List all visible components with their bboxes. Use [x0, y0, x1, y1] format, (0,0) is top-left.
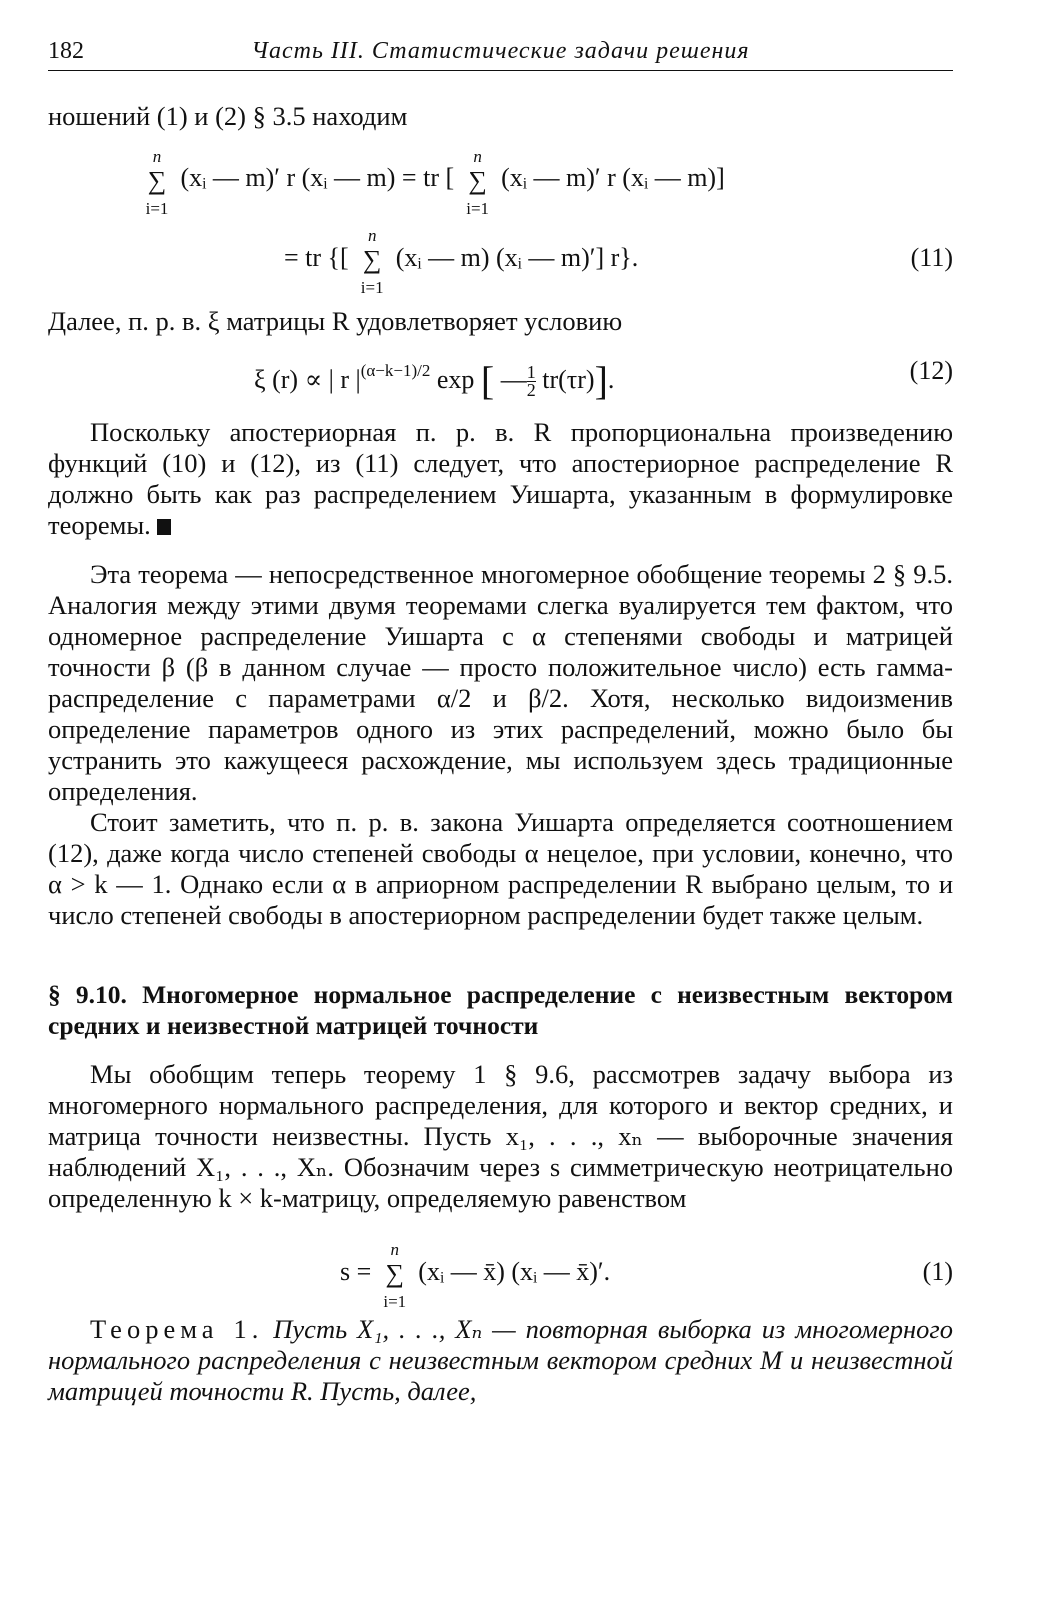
equation-11-line2: = tr {[ n ∑ i=1 (xᵢ — m) (xᵢ — m)′] r}. (11): [284, 226, 953, 298]
fraction-one-half: $\frac{1}{2}$: [526, 362, 536, 401]
equation-number: (11): [910, 242, 953, 272]
sum-symbol: n ∑ i=1: [383, 1240, 407, 1312]
equation-number: (12): [909, 355, 953, 385]
paragraph-intro: ношений (1) и (2) § 3.5 находим: [48, 101, 408, 131]
sum-symbol: n ∑ i=1: [360, 226, 384, 298]
book-page: [48, 36, 953, 1407]
running-header: [48, 36, 953, 71]
page-number: 182: [48, 38, 84, 64]
paragraph-remark: Эта теорема — непосредственное многомерное обобщение теоремы 2 § 9.5. Аналогия между этими двумя теоремами слегка вуалируется тем фактом, что одномерное распределение Уишарта с α степенями свободы и матрицей точности β (β в данном случае — просто положительное число) есть гамма-распределение с параметрами α/2 и β/2. Хотя, несколько видоизменив определение параметров одного из этих распределений, можно было бы устранить это кажущееся расхождение, мы используем здесь традиционные определения.: [48, 558, 953, 806]
equation-11-line1: n ∑ i=1 (xᵢ — m)′ r (xᵢ — m) = tr [ n ∑ i=1 (xᵢ — m)′ r (xᵢ — m)]: [140, 162, 953, 196]
paragraph-next: Далее, п. р. в. ξ матрицы R удовлетворяет условию: [48, 305, 623, 336]
sum-symbol: n ∑ i=1: [145, 146, 169, 218]
paragraph-note: Стоит заметить, что п. р. в. закона Уишарта определяется соотношением (12), даже когда число степеней свободы α нецелое, при условии, конечно, что α > k — 1. Однако если α в априорном распределении R выбрано целым, то и число степеней свободы в апостериорном распределении будет также целым.: [48, 806, 953, 930]
end-of-proof-icon: [157, 519, 171, 535]
theorem-label: Теорема 1.: [90, 1313, 264, 1344]
section-heading: § 9.10. Многомерное нормальное распределение с неизвестным вектором средних и неизвестной матрицей точности: [48, 979, 953, 1040]
paragraph-section-intro: Мы обобщим теперь теорему 1 § 9.6, рассмотрев задачу выбора из многомерного нормального распределения, для которого и вектор средних, и матрица точности неизвестны. Пусть x₁, . . ., xₙ — выборочные значения наблюдений X₁, . . ., Xₙ. Обозначим через s симметрическую неотрицательно определенную k × k-матрицу, определяемую равенством: [48, 1058, 953, 1213]
theorem-statement: Теорема 1. Пусть X₁, . . ., Xₙ — повторная выборка из многомерного нормального распределения с неизвестным вектором средних M и неизвестной матрицей точности R. Пусть, далее,: [48, 1313, 954, 1406]
paragraph-proof-end: Поскольку апостериорная п. р. в. R пропорциональна произведению функций (10) и (12), из (11) следует, что апостериорное распределение R должно быть как раз распределением Уишарта, указанным в формулировке теоремы.: [48, 416, 953, 540]
running-title: Часть III. Статистические задачи решения: [251, 38, 750, 64]
equation-number: (1): [922, 1256, 953, 1286]
equation-1: s = n ∑ i=1 (xᵢ — x̄) (xᵢ — x̄)′. (1): [340, 1240, 953, 1312]
sum-symbol: n ∑ i=1: [466, 146, 490, 218]
equation-12: ξ (r) ∝ | r $|^{(\alpha-k-1)/2}$ exp [ — $\frac{1}{2}$ tr(τr)]. (12): [254, 355, 953, 403]
